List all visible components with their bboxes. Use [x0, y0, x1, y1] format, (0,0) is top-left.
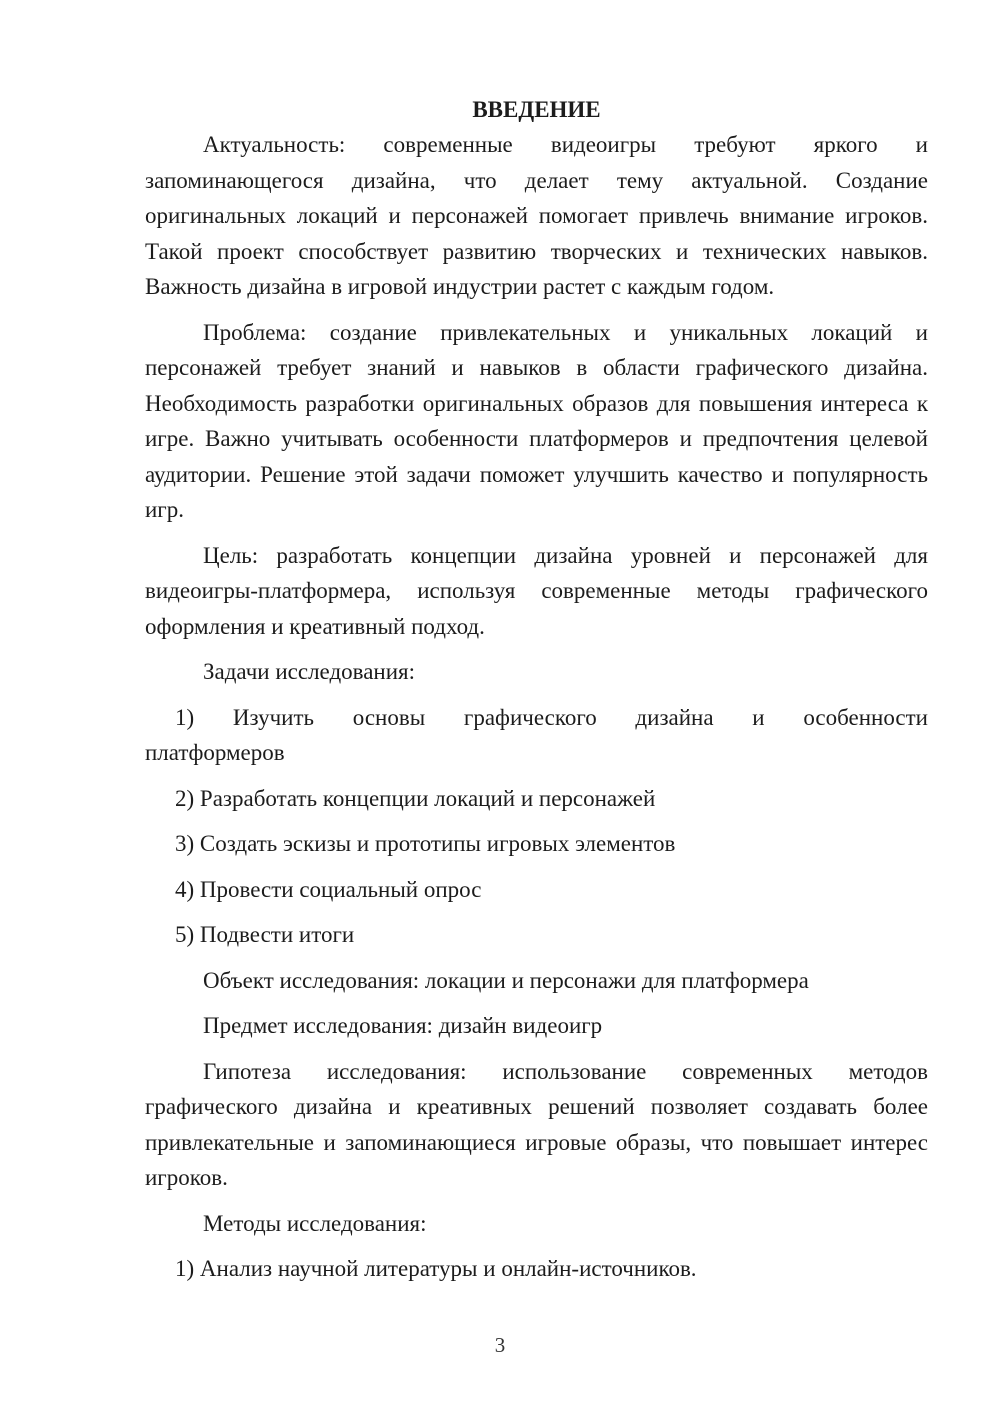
task-item-2: 2) Разработать концепции локаций и персонажей	[175, 785, 656, 811]
task-item-1-line1: 1) Изучить основы графического дизайна и особенности	[175, 704, 928, 730]
task-item-5: 5) Подвести итоги	[175, 922, 355, 947]
document-page	[145, 92, 928, 1297]
task-item-1-line2: платформеров	[145, 740, 285, 765]
goal-paragraph: Цель: разработать концепции дизайна уровней и персонажей для видеоигры-платформера, используя современные методы графического оформления и креативный подход.	[145, 542, 928, 639]
task-item-1	[145, 700, 928, 771]
task-item-3: 3) Создать эскизы и прототипы игровых элементов	[175, 831, 676, 856]
problem-paragraph: Проблема: создание привлекательных и уникальных локаций и персонажей требует знаний и навыков в области графического дизайна. Необходимость разработки оригинальных образов для повышения интереса к игре. Важно учитывать особенности платформеров и предпочтения целевой аудитории. Решение этой задачи поможет улучшить качество и популярность игр.	[145, 319, 928, 522]
tasks-label: Задачи исследования:	[203, 659, 416, 684]
page-number: 3	[494, 1333, 506, 1357]
methods-label: Методы исследования:	[203, 1210, 427, 1236]
object-line: Объект исследования: локации и персонажи для платформера	[203, 967, 809, 993]
hypothesis-paragraph: Гипотеза исследования: использование современных методов графического дизайна и креативных решений позволяет создавать более привлекательные и запоминающиеся игровые образы, что повышает интерес игроков.	[145, 1058, 928, 1190]
task-item-4: 4) Провести социальный опрос	[175, 876, 482, 902]
section-heading: ВВЕДЕНИЕ	[472, 97, 601, 122]
subject-line: Предмет исследования: дизайн видеоигр	[203, 1013, 603, 1038]
relevance-paragraph: Актуальность: современные видеоигры требуют яркого и запоминающегося дизайна, что делает тему актуальной. Создание оригинальных локаций и персонажей помогает привлечь внимание игроков. Такой проект способствует развитию творческих и технических навыков. Важность дизайна в игровой индустрии растет с каждым годом.	[145, 132, 928, 299]
method-item-1: 1) Анализ научной литературы и онлайн-источников.	[175, 1256, 697, 1281]
